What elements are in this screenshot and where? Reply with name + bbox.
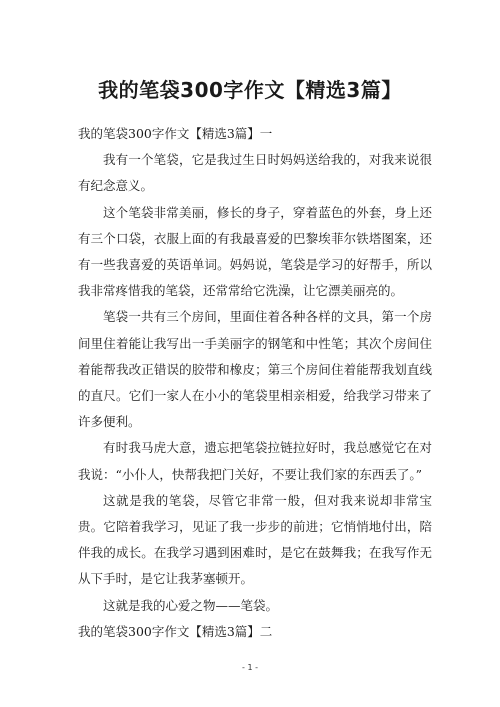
paragraph-4: 有时我马虎大意，遗忘把笔袋拉链拉好时，我总感觉它在对我说：“小仆人，快帮我把门关好，不要让我们家的东西丢了。” bbox=[78, 440, 432, 482]
paragraph-2: 这个笔袋非常美丽，修长的身子，穿着蓝色的外套，身上还有三个口袋，衣服上面的有我最喜爱的巴黎埃菲尔铁塔图案，还有一些我喜爱的英语单词。妈妈说，笔袋是学习的好帮手，所以我非常疼惜我的笔袋，还常常给它洗澡，让它漂美丽亮的。 bbox=[78, 204, 432, 299]
paragraph-3: 笔袋一共有三个房间，里面住着各种各样的文具，第一个房间里住着能让我写出一手美丽字的钢笔和中性笔；其次个房间住着能帮我改正错误的胶带和橡皮；第三个房间住着能帮我划直线的直尺。它们一家人在小小的笔袋里相亲相爱，给我学习带来了许多便利。 bbox=[78, 309, 432, 430]
section-2-heading: 我的笔袋300字作文【精选3篇】二 bbox=[78, 623, 273, 639]
document-body bbox=[78, 121, 432, 645]
document-title: 我的笔袋300字作文【精选3篇】 bbox=[98, 78, 402, 102]
paragraph-6: 这就是我的心爱之物——笔袋。 bbox=[103, 597, 279, 613]
paragraph-5: 这就是我的笔袋，尽管它非常一般，但对我来说却非常宝贵。它陪着我学习，见证了我一步步的前进；它悄悄地付出，陪伴我的成长。在我学习遇到困难时，是它在鼓舞我；在我写作无从下手时，是它让我茅塞顿开。 bbox=[78, 492, 432, 587]
section-1-heading: 我的笔袋300字作文【精选3篇】一 bbox=[78, 126, 273, 141]
paragraph-1: 我有一个笔袋，它是我过生日时妈妈送给我的，对我来说很有纪念意义。 bbox=[78, 152, 432, 194]
page-number: - 1 - bbox=[242, 663, 258, 672]
